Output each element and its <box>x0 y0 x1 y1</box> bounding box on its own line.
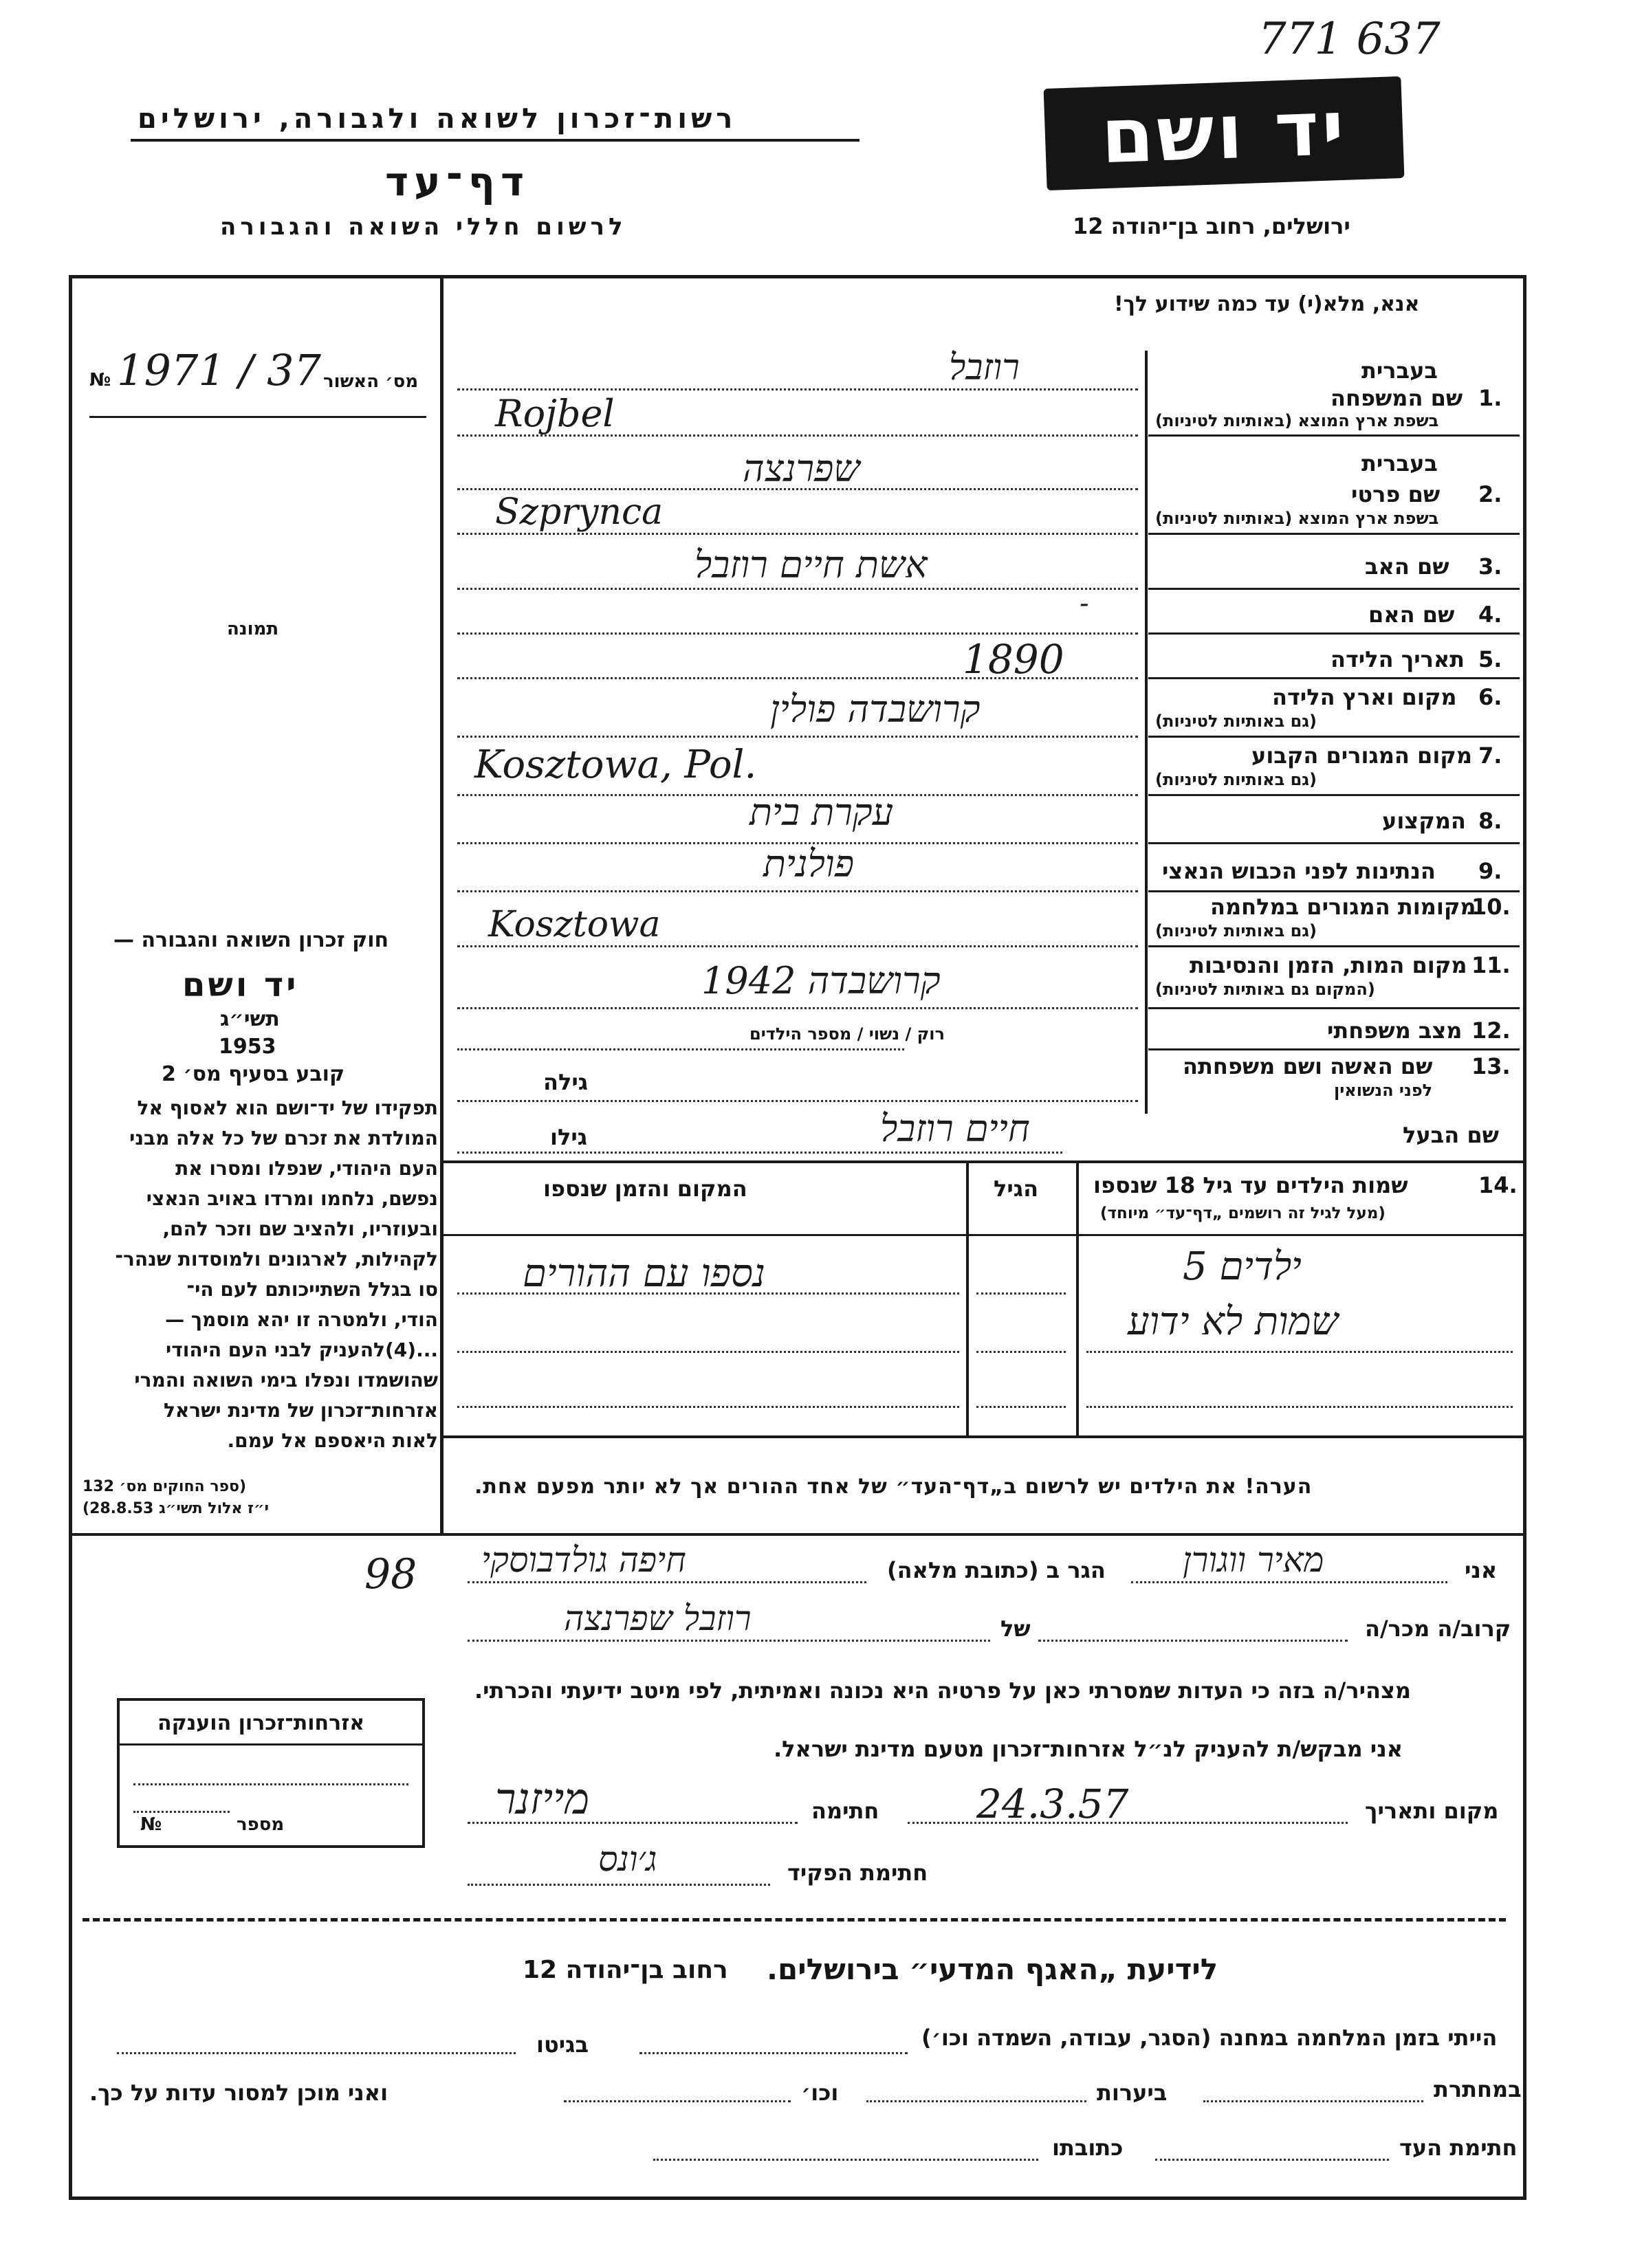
birth-date-value: 1890 <box>963 636 1064 683</box>
mother-name-value: - <box>1080 588 1089 619</box>
form-title: דף־עד <box>385 158 530 205</box>
registry-block <box>89 345 426 406</box>
witness-signature: מייזנר <box>495 1774 590 1824</box>
citizenship-number-label: מספר <box>237 1814 285 1835</box>
wartime-residence-value: Kosztowa <box>488 904 661 945</box>
children-place: נספו עם ההורים <box>523 1251 766 1296</box>
photo-label: תמונה <box>227 619 279 639</box>
family-name-hebrew: רוזבל <box>949 347 1020 388</box>
law-source-1: (ספר החוקים מס׳ 132 <box>83 1478 247 1495</box>
children-names-1: 5 ילדים <box>1183 1244 1302 1289</box>
law-name: יד ושם <box>182 966 299 1004</box>
logo <box>1044 76 1405 190</box>
registry-label: מס׳ האשור <box>323 371 419 392</box>
relation-of-value: רוזבל שפרנצה <box>564 1598 752 1638</box>
logo-text: יד ושם <box>1099 83 1348 181</box>
margin-number: 98 <box>364 1550 417 1598</box>
citizenship-no: № <box>140 1814 162 1835</box>
law-clause: קובע בסעיף מס׳ 2 <box>162 1062 345 1086</box>
official-signature: ג׳ונס <box>598 1839 657 1879</box>
registry-no: № <box>89 370 111 390</box>
citizenship-title: אזרחות־זכרון הוענקה <box>157 1711 365 1735</box>
testimony-page: 771 637 רשות־זכרון לשואה ולגבורה, ירושלים דף־עד לרשום חללי השואה והגבורה יד ושם ירושלים, רחוב בן־יהודה 12 אנא, מלא(י) עד כמה שידוע לך! № 1971 / 37 מס׳ האשור תמונה חוק זכרון השואה והגבורה — יד ושם תשי״ג 1953 קובע בסעיף מס׳ 2 תפקידו של יד־ושם הוא לאסוף אל המולדת את זכרם של כל אלה מבני העם היהודי, שנפלו ומסרו את נפשם, נלחמו ומרדו באויב הנאצי ובעוזריו, ולהציב שם וזכר להם, לקהילות, לארגונים ולמוסדות שנהר־ סו בגלל השתייכותם לעם הי־ הודי, ולמטרה זו יהא מוסמך — ...(4)להעניק לבני העם היהודי שהושמדו ונפלו בימי השואה והמרי אזרחות־זכרון של מדינת ישראל לאות היאספם אל עמם. (ספר החוקים מס׳ 132 י״ז אלול תשי״ג 28.8.53) 98 אזרחות־זכרון הוענקה מספר № בעברית 1. שם המשפחה בשפת ארץ המוצא (באותיות לטיניות) רוזבל Rojbel בעברית 2. שם פרטי בשפת ארץ המוצא (באותיות לטיניות) שפרנצה Szprynca 3. שם האב אשת חיים רוזבל 4. שם האם - 5. תאריך הלידה 1890 6. מקום וארץ הלידה (גם באותיות לטיניות) קרושבדה פולין 7. מקום המגורים הקבוע (גם באותיות לטיניות) Kosztowa, Pol. 8. המקצוע עקרת בית 9. הנתינות לפני הכבוש הנאצי פולנית 10. מקומות המגורים במלחמה (גם באותיות לטיניות) Kosztowa 11. מקום המות, הזמן והנסיבות (המקום גם באותיות לטיניות) קרושבדה 1942 12. מצב משפחתי רוק / נשוי / מספר הילדים 13. שם האשה ושם משפחתה לפני הנשואין גילה שם הבעל חיים רוזבל גילו 14. שמות הילדים עד גיל 18 שנספו (מעל לגיל זה רושמים „דף־עד״ מיוחד) הגיל המקום והזמן שנספו 5 ילדים שמות לא ידוע נספו עם ההורים הערה! את הילדים יש לרשום ב„דף־העד״ של אחד ההורים אך לא יותר מפעם אחת. אני מאיר ווגורן הגר ב (כתובת מלאה) חיפה גולדבוסקי קרוב/ה מכר/ה של רוזבל שפרנצה מצהיר/ה בזה כי העדות שמסרתי כאן על פרטיה היא נכונה ואמיתית, לפי מיטב ידיעתי והכרתי. אני מבקש/ת להעניק לנ״ל אזרחות־זכרון מטעם מדינת ישראל. מקום ותאריך 24.3.57 חתימה מייזנר חתימת הפקיד ג׳ונס לידיעת „האגף המדעי״ בירושלים. רחוב בן־יהודה 12 הייתי בזמן המלחמה במחנה (הסגר, עבודה, השמדה וכו׳) בגיטו במחתרת ביערות וכו׳ ואני מוכן למסור עדות על כך. חתימת העד כתובתו <box>0 0 1642 2268</box>
children-note: הערה! את הילדים יש לרשום ב„דף־העד״ של אחד ההורים אך לא יותר מפעם אחת. <box>474 1475 1313 1499</box>
law-title: חוק זכרון השואה והגבורה — <box>113 928 389 952</box>
form-subtitle: לרשום חללי השואה והגבורה <box>220 213 627 241</box>
nationality-value: פולנית <box>763 842 855 885</box>
first-name-latin: Szprynca <box>495 492 664 533</box>
birth-place-value: קרושבדה פולין <box>770 687 981 731</box>
address: ירושלים, רחוב בן־יהודה 12 <box>1073 213 1350 239</box>
witness-name: מאיר ווגורן <box>1183 1540 1324 1580</box>
law-year: 1953 <box>219 1035 276 1059</box>
instruction: אנא, מלא(י) עד כמה שידוע לך! <box>1114 292 1420 316</box>
family-name-latin: Rojbel <box>495 392 615 435</box>
death-place-value: קרושבדה 1942 <box>701 959 941 1002</box>
law-year-heb: תשי״ג <box>220 1007 280 1031</box>
first-name-hebrew: שפרנצה <box>743 447 860 490</box>
father-name-value: אשת חיים רוזבל <box>694 543 928 586</box>
witness-address: חיפה גולדבוסקי <box>481 1540 686 1580</box>
declaration-request: אני מבקש/ת להעניק לנ״ל אזרחות־זכרון מטעם מדינת ישראל. <box>774 1736 1403 1762</box>
law-text: תפקידו של יד־ושם הוא לאסוף אל המולדת את זכרם של כל אלה מבני העם היהודי, שנפלו ומסרו את נפשם, נלחמו ומרדו באויב הנאצי ובעוזריו, ולהציב שם וזכר להם, לקהילות, לארגונים ולמוסדות שנהר־ סו בגלל השתייכותם לעם הי־ הודי, ולמטרה זו יהא מוסמך — ...(4)להעניק לבני העם היהודי שהושמדו ונפלו בימי השואה והמרי אזרחות־זכרון של מדינת ישראל לאות היאספם אל עמם. <box>115 1097 438 1452</box>
archive-number: 771 637 <box>1258 14 1441 65</box>
registry-number: 1971 / 37 <box>117 345 321 395</box>
law-source-2: י״ז אלול תשי״ג 28.8.53) <box>83 1500 270 1517</box>
children-names-2: שמות לא ידוע <box>1128 1299 1339 1344</box>
profession-value: עקרת בית <box>749 791 894 834</box>
declaration-statement: מצהיר/ה בזה כי העדות שמסרתי כאן על פרטיה היא נכונה ואמיתית, לפי מיטב ידיעתי והכרתי. <box>474 1677 1412 1704</box>
husband-name-value: חיים רוזבל <box>880 1107 1030 1150</box>
place-date-value: 24.3.57 <box>976 1781 1129 1827</box>
citizenship-box <box>117 1698 425 1848</box>
residence-value: Kosztowa, Pol. <box>474 742 757 787</box>
org-line: רשות־זכרון לשואה ולגבורה, ירושלים <box>138 103 737 135</box>
